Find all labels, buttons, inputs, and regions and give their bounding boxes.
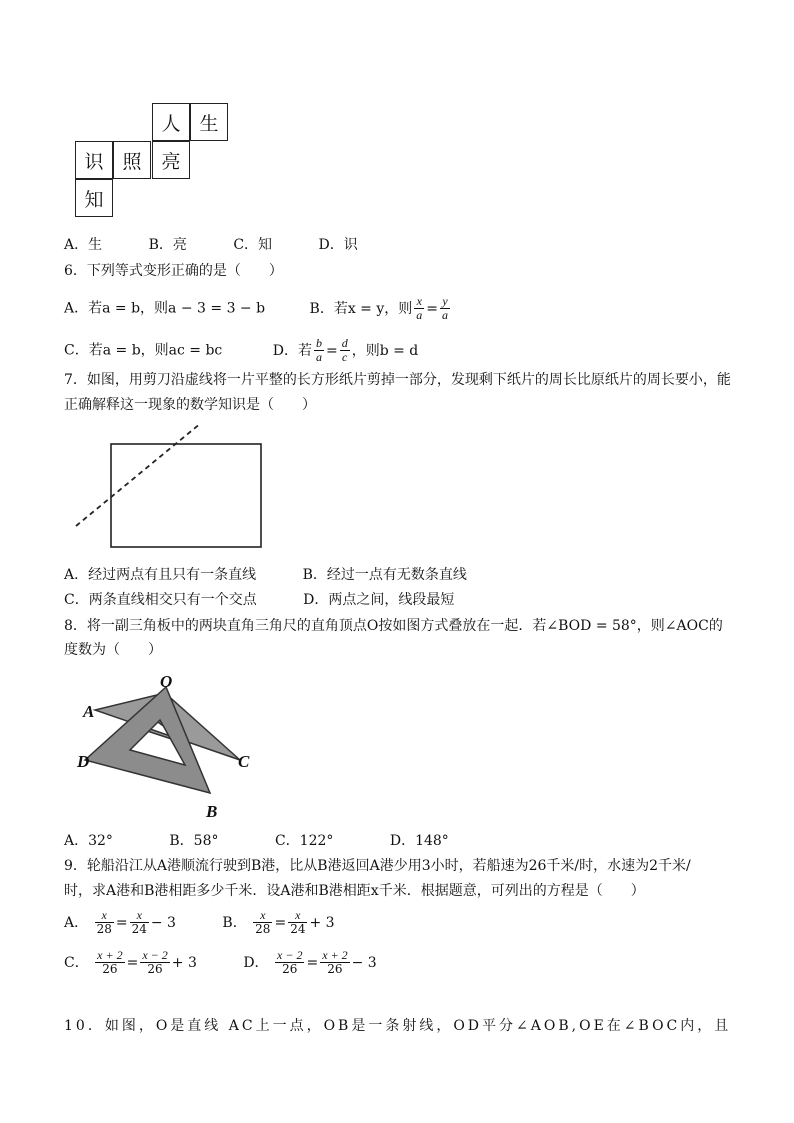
q9-stem-line2: 时，求A港和B港相距多少千米．设A港和B港相距x千米．根据题意，可列出的方程是（ ）	[64, 883, 645, 899]
q9-option-b[interactable]: B． $\frac{x}{28}$ = $\frac{x}{24}$ + 3	[222, 908, 335, 936]
q7-figure	[60, 415, 280, 555]
q6-option-b[interactable]: B．若x = y，则 $\frac{x}{a}$ = $\frac{y}{a}$	[309, 294, 448, 322]
label-o: O	[160, 672, 173, 691]
q8-option-d[interactable]: D．148°	[389, 833, 449, 849]
net-cell-2: 生	[190, 103, 228, 141]
q6-option-c[interactable]: C．若a = b，则ac = bc	[64, 342, 223, 359]
q8-option-a[interactable]: A．32°	[64, 833, 113, 849]
q9-stem-line1: 9．轮船沿江从A港顺流行驶到B港，比从B港返回A港少用3小时，若船速为26千米/时，水速为2千米/	[64, 858, 691, 874]
q7-option-d[interactable]: D．两点之间，线段最短	[303, 592, 455, 608]
q8-stem-line2: 度数为（ ）	[64, 642, 162, 658]
q6-option-a[interactable]: A．若a = b，则a − 3 = 3 − b	[64, 300, 266, 317]
q7-option-b[interactable]: B．经过一点有无数条直线	[302, 567, 467, 583]
net-cell-1: 人	[152, 103, 190, 141]
paper-rectangle	[111, 444, 261, 547]
q6-stem: 6．下列等式变形正确的是（ ）	[64, 263, 283, 279]
net-cell-5: 亮	[152, 141, 190, 179]
q10-stem: 10．如图，O是直线 AC上一点，OB是一条射线，OD平分∠AOB,OE在∠BOC内，且	[64, 1018, 732, 1034]
cut-dashed-line	[76, 423, 201, 526]
q5-option-c[interactable]: C．知	[233, 237, 273, 253]
net-cell-3: 识	[75, 141, 113, 179]
q6-option-d[interactable]: D．若 $\frac{b}{a}$ = $\frac{d}{c}$ ，则b = d	[272, 336, 419, 364]
q5-option-b[interactable]: B．亮	[148, 237, 187, 253]
q8-stem-line1: 8．将一副三角板中的两块直角三角尺的直角顶点O按如图方式叠放在一起．若∠BOD = 58°，则∠AOC的	[64, 618, 723, 634]
label-b: B	[206, 802, 218, 821]
label-c: C	[238, 752, 250, 771]
q7-stem-line1: 7．如图，用剪刀沿虚线将一片平整的长方形纸片剪掉一部分，发现剩下纸片的周长比原纸片的周长要小，能	[64, 372, 731, 388]
q8-option-c[interactable]: C．122°	[274, 833, 334, 849]
q9-option-d[interactable]: D． $\frac{x - 2}{26}$ = $\frac{x + 2}{26}$ − 3	[243, 948, 377, 976]
q7-option-a[interactable]: A．经过两点有且只有一条直线	[64, 567, 257, 583]
q7-option-c[interactable]: C．两条直线相交只有一个交点	[64, 592, 257, 608]
q8-option-b[interactable]: B．58°	[169, 833, 219, 849]
label-d: D	[77, 752, 90, 771]
q5-option-a[interactable]: A．生	[64, 237, 103, 253]
net-cell-4: 照	[113, 141, 151, 179]
q9-option-a[interactable]: A． $\frac{x}{28}$ = $\frac{x}{24}$ − 3	[64, 908, 176, 936]
net-cell-6: 知	[75, 179, 113, 217]
q9-option-c[interactable]: C． $\frac{x + 2}{26}$ = $\frac{x - 2}{26}$ + 3	[64, 948, 197, 976]
q5-option-d[interactable]: D．识	[318, 237, 358, 253]
q7-stem-line2: 正确解释这一现象的数学知识是（ ）	[64, 397, 316, 413]
label-a: A	[83, 702, 95, 721]
